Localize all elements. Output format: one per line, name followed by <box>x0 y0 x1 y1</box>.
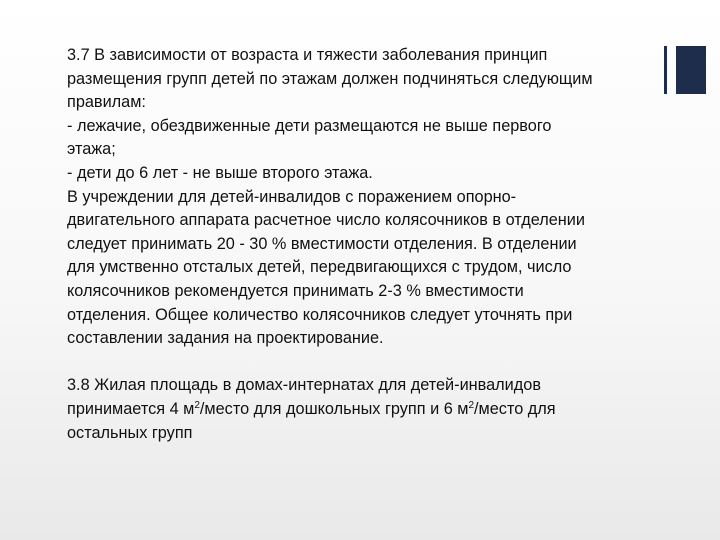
text-line: - дети до 6 лет - не выше второго этажа. <box>67 163 373 182</box>
text-line: правилам: <box>67 93 146 112</box>
section-3-8 <box>67 374 657 445</box>
text-fragment: /место для дошкольных групп и 6 м <box>199 399 469 418</box>
text-line: - лежачие, обездвиженные дети размещаются не выше первого <box>67 116 552 135</box>
text-line-with-superscripts <box>67 398 657 422</box>
section-3-7 <box>67 44 657 351</box>
superscript: 2 <box>194 399 200 411</box>
slide-body <box>67 44 657 445</box>
text-line: 3.7 В зависимости от возраста и тяжести заболевания принцип <box>67 46 548 64</box>
accent-bar-thick <box>676 46 706 94</box>
text-line: 3.8 Жилая площадь в домах-интернатах для детей-инвалидов <box>67 376 541 395</box>
text-line: следует принимать 20 - 30 % вместимости отделения. В отделении <box>67 234 577 253</box>
text-line: составлении задания на проектирование. <box>67 329 384 348</box>
paragraph-gap <box>67 351 657 375</box>
text-line: двигательного аппарата расчетное число колясочников в отделении <box>67 211 585 230</box>
text-fragment: /место для <box>474 399 556 418</box>
accent-bar-thin <box>664 46 667 94</box>
text-line: для умственно отсталых детей, передвигающихся с трудом, число <box>67 258 572 277</box>
text-line: этажа; <box>67 140 116 159</box>
text-line: размещения групп детей по этажам должен подчиняться следующим <box>67 69 593 88</box>
text-line: отделения. Общее количество колясочников следует уточнять при <box>67 305 573 324</box>
text-line: колясочников рекомендуется принимать 2-3 % вместимости <box>67 281 524 300</box>
text-line: остальных групп <box>67 423 193 442</box>
text-line: В учреждении для детей-инвалидов с поражением опорно- <box>67 187 517 206</box>
text-fragment: принимается 4 м <box>67 399 195 418</box>
superscript: 2 <box>468 399 475 411</box>
